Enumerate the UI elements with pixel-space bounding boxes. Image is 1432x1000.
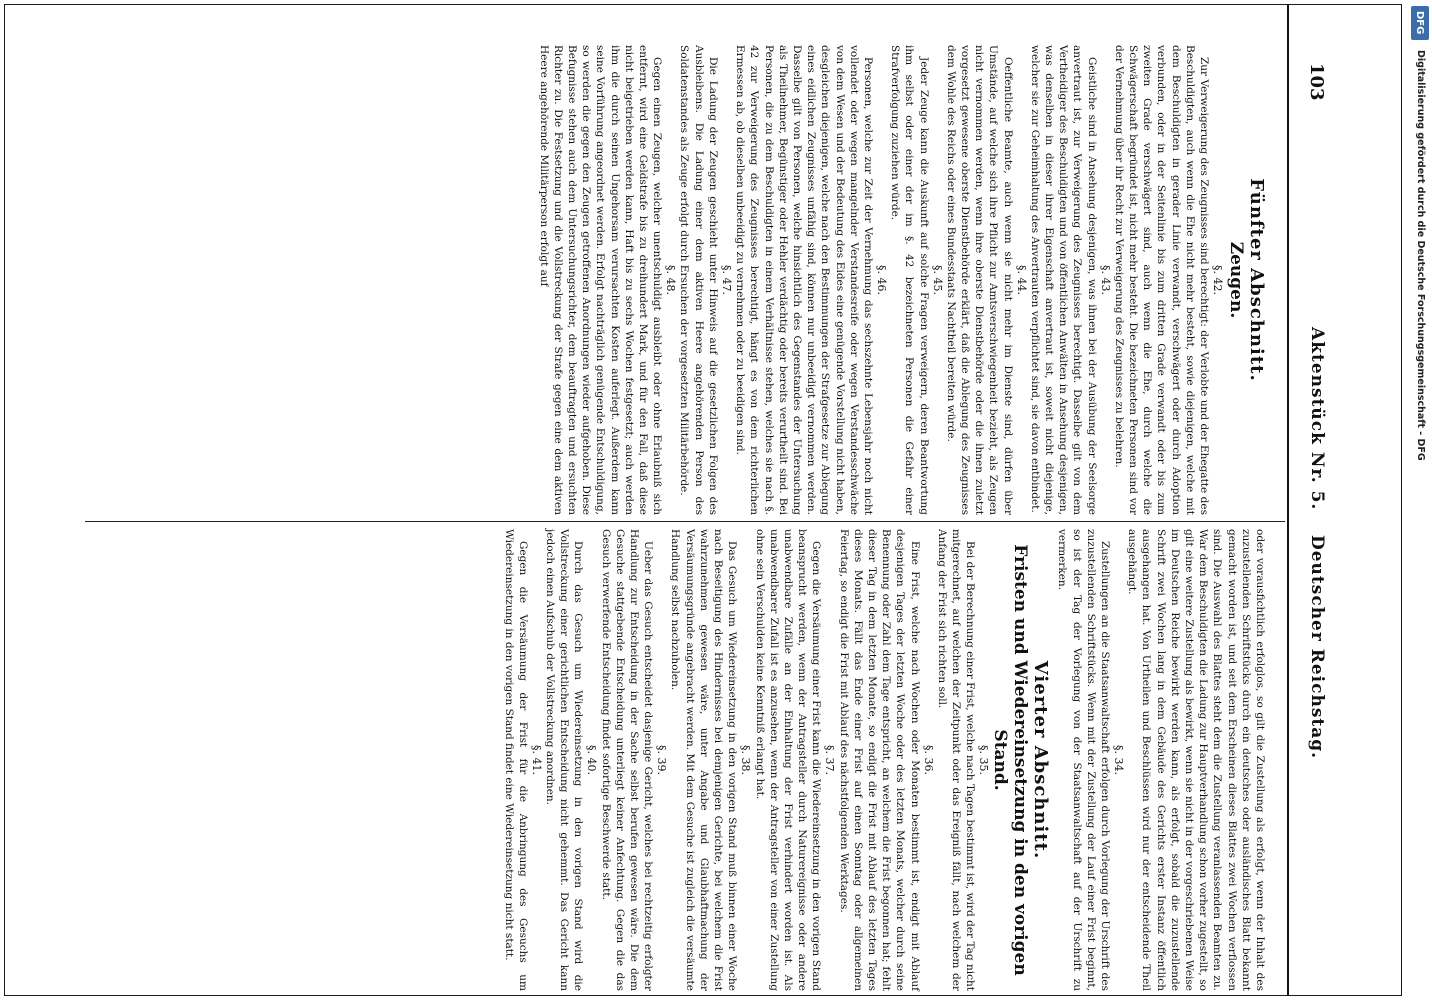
paragraph-text: Geistliche sind in Ansehung desjenigen, was ihnen bei der Ausübung der Seelsorge anvertraut ist, zur Verweigerung des Zeugnisses berechtigt. Dasselbe gilt von dem Vertheidiger des Beschuldigten und von öffentlichen Anwälten in Ansehung desjenigen, was denselben in dieser ihrer Eigenschaft anvertraut ist, soweit nicht diejenige, welcher sie zur Geheimhaltung des Anvertrauten verpflichtet sind, sie davon entbindet. [1028,45,1098,515]
section-subtitle: Zeugen. [1226,241,1246,319]
paragraph-text: Oeffentliche Beamte, auch wenn sie nicht mehr im Dienste sind, dürfen über Umstände, auf welche sich ihre Pflicht zur Amtsverschwiegenheit bezieht, als Zeugen nicht vernommen werden, wenn ihre oberste Dienstbehörde oder die ihnen zuletzt vorgesetzt gewesene oberste Dienstbehörde erklärt, daß die Ablegung des Zeugnisses dem Wohle des Reichs oder eines Bundesstaats Nachtheil bereiten würde. [944,45,1014,515]
section-title: Fünfter Abschnitt. [1246,178,1267,382]
paragraph-sign: §. 42. [1211,265,1224,295]
paragraph-text: Zur Verweigerung des Zeugnisses sind berechtigt: der Verlobte und der Ehegatte des Beschuldigten, auch wenn die Ehe nicht mehr besteht, sowie diejenigen, welche mit dem Beschuldigten in gerader Linie verwandt, verschwägert oder durch Adoption verbunden, oder in der Seitenlinie bis zum dritten Grade verwandt oder bis zum zweiten Grade verschwägert sind, auch wenn die Ehe, durch welche die Schwägerschaft begründet ist, nicht mehr besteht. Die bezeichneten Personen sind vor der Vernehmung über ihr Recht zur Verweigerung des Zeugnisses zu belehren. [1112,45,1210,515]
paragraph-sign: §. 40. [585,745,599,775]
paragraph-sign: §. 43. [1098,265,1112,295]
paragraph-sign: §. 48. [664,265,678,295]
paragraph-text: Das Gesuch um Wiedereinsetzung in den vorigen Stand muß binnen einer Woche nach Beseitigung des Hindernisses bei demjenigen Gerichte, bei welchem die Frist wahrzunehmen gewesen wäre, unter Angabe und Glaubhaftmachung der Versäumungsgründe angebracht werden. Mit dem Gesuche ist zugleich die versäumte Handlung selbst nachzuholen. [669,529,739,991]
chapter-title: Vierter Abschnitt. [1030,660,1052,860]
paragraph-text: Jeder Zeuge kann die Auskunft auf solche Fragen verweigern, deren Beantwortung ihm selbst oder einer der im §. 42 bezeichneten Personen die Gefahr einer Strafverfolgung zuziehen würde. [889,45,930,515]
document-title: Aktenstück Nr. 5. [1307,327,1327,511]
lower-sections [1055,529,1125,991]
column-divider [85,521,1285,522]
header-rule [1287,5,1289,995]
dfg-logo-icon [1411,6,1429,40]
paragraph-sign: §. 36. [921,745,935,775]
dfg-badge-text: DFG [1414,11,1425,35]
paragraph-sign: §. 34. [1111,745,1125,775]
paragraph-text: Die Ladung der Zeugen geschieht unter Hinweis auf die gesetzlichen Folgen des Ausbleibens. Die Ladung einer dem aktiven Heere angehörenden Person des Soldatenstandes als Zeuge erfolgt durch Ersuchen der vorgesetzten Militärbehörde. [678,45,719,515]
running-title: Deutscher Reichstag. [1307,535,1327,760]
paragraph-sign: §. 38. [739,745,753,775]
paragraph-sign: §. 46. [874,265,888,295]
watermark-text: Digitalisierung gefördert durch die Deutsche Forschungsgemeinschaft - DFG [1415,50,1426,461]
paragraph-text: Bei der Berechnung einer Frist, welche nach Tagen bestimmt ist, wird der Tag nicht mitgerechnet, auf welchen der Zeitpunkt oder das Ereigniß fällt, nach welchem der Anfang der Frist sich richten soll. [935,529,977,991]
chapter-subtitle: Fristen und Wiedereinsetzung in den vorigen Stand. [990,544,1031,976]
dfg-watermark [1408,0,1432,1000]
paragraph-text: Zustellungen an die Staatsanwaltschaft erfolgen durch Vorlegung der Urschrift des zuzustellenden Schriftstücks. Wenn mit der Zustellung der Lauf einer Frist beginnt, so ist der Tag der Vorlegung von der Staatsanwaltschaft auf der Urschrift zu vermerken. [1056,529,1111,991]
scanned-page [4,4,1402,996]
paragraph-text: Ueber das Gesuch entscheidet dasjenige Gericht, welches bei rechtzeitig erfolgter Handlung zur Entscheidung in der Sache selbst berufen gewesen wäre. Die dem Gesuche stattgebende Entscheidung unterliegt keiner Anfechtung. Gegen die das Gesuch verwerfende Entscheidung findet sofortige Beschwerde statt. [599,529,655,991]
paragraph-text: Eine Frist, welche nach Wochen oder Monaten bestimmt ist, endigt mit Ablauf desjenigen Tages der letzten Woche oder des letzten Monats, welcher durch seine Benennung oder Zahl dem Tage entspricht, an welchem die Frist begonnen hat; fehlt dieser Tag in dem letzten Monate, so endigt die Frist mit Ablauf des letzten Tages dieses Monats. Fällt das Ende einer Frist auf einen Sonntag oder allgemeinen Feiertag, so endigt die Frist mit Ablauf des nächstfolgenden Werktages. [837,529,921,991]
lower-column [77,529,1267,991]
paragraph-sign: §. 47. [719,265,733,295]
upper-column [257,45,1267,515]
upper-paragraphs [536,45,1224,515]
paragraph-sign: §. 41. [529,745,543,775]
paragraph-sign: §. 37. [823,745,837,775]
paragraph-text: Gegen die Versäumung der Frist für die Anbringung des Gesuchs um Wiedereinsetzung in den vorigen Stand findet eine Wiedereinsetzung nicht statt. [502,529,529,991]
paragraph-sign: §. 44. [1014,265,1028,295]
page-number: 103 [1306,63,1327,101]
paragraph-sign: §. 39. [655,745,669,775]
paragraph-text: Gegen einen Zeugen, welcher unentschuldigt ausbleibt oder ohne Erlaubniß sich entfernt, wird eine Geldstrafe bis zu dreihundert Mark, und für den Fall, daß diese nicht beigetrieben werden kann, Haft bis zu sechs Wochen festgesetzt; auch werden ihm die durch seinen Ungehorsam verursachten Kosten auferlegt. Außerdem kann seine Vorführung angeordnet werden. Erfolgt nachträglich genügende Entschuldigung, so werden die gegen den Zeugen getroffenen Anordnungen wieder aufgehoben. Diese Befugnisse stehen auch dem Untersuchungsrichter, dem beauftragten und ersuchten Richter zu. Die Festsetzung und die Vollstreckung der Strafe gegen eine dem aktiven Heere angehörende Militärperson erfolgt auf [537,45,664,515]
continuation-text: oder vorausfichtlich erfolglos, so gilt die Zustellung als erfolgt, wenn der Inhalt des zuzustellenden Schriftstücks durch ein deutsches oder ausländisches Blatt bekannt gemacht worden ist, und seit dem Erscheinen dieses Blattes zwei Wochen verflossen sind. Die Auswahl des Blattes steht dem die Zustellung veranlassenden Beamten zu. War dem Beschuldigten die Ladung zur Hauptverhandlung schon vorher zugestellt, so gilt eine weitere Zustellung als bewirkt, wenn sie nicht in der vorgeschriebenen Weise im Deutschen Reiche bewirkt werden kann, als erfolgt, sobald die zuzustellende Schrift zwei Wochen lang in dem Gebäude des Gerichts erster Instanz öffentlich ausgehangen hat. Von Urtheilen und Beschlüssen wird nur der entscheidende Theil ausgehängt. [1126,529,1266,991]
paragraph-text: Personen, welche zur Zeit der Vernehmung das sechszehnte Lebensjahr noch nicht vollendet oder wegen mangelnder Verstandesreife oder wegen Verstandesschwäche von dem Wesen und der Bedeutung des Eides eine genügende Vorstellung nicht haben, desgleichen diejenigen, welche nach den Bestimmungen der Strafgesetze zur Ablegung eines eidlichen Zeugnisses unfähig sind, können nur unbeeidigt vernommen werden. Dasselbe gilt von Personen, welche hinsichtlich des Gegenstandes der Untersuchung als Theilnehmer, Begünstiger oder Hehler verdächtig oder bereits verurtheilt sind. Bei Personen, die zu dem Beschuldigten in einem Verhältnisse stehen, welches sie nach §. 42 zur Verweigerung des Zeugnisses berechtigt, hängt es von dem richterlichen Ermessen ab, ob dieselben unbeeidigt zu vernehmen oder zu beeidigen sind. [734,45,874,515]
paragraph-text: Durch das Gesuch um Wiedereinsetzung in den vorigen Stand wird die Vollstreckung einer gerichtlichen Entscheidung nicht gehemmt. Das Gericht kann jedoch einen Aufschub der Vollstreckung anordnen. [544,529,585,991]
lower-paragraphs [501,529,990,991]
paragraph-text: Gegen die Versäumung einer Frist kann die Wiedereinsetzung in den vorigen Stand beansprucht werden, wenn der Antragsteller durch Naturereignisse oder andere unabwendbare Zufälle an der Einhaltung der Frist verhindert worden ist. Als unabwendbarer Zufall ist es anzusehen, wenn der Antragsteller von einer Zustellung ohne sein Verschulden keine Kenntniß erlangt hat. [753,529,823,991]
paragraph-sign: §. 45. [930,265,944,295]
paragraph-sign: §. 35. [977,745,991,775]
